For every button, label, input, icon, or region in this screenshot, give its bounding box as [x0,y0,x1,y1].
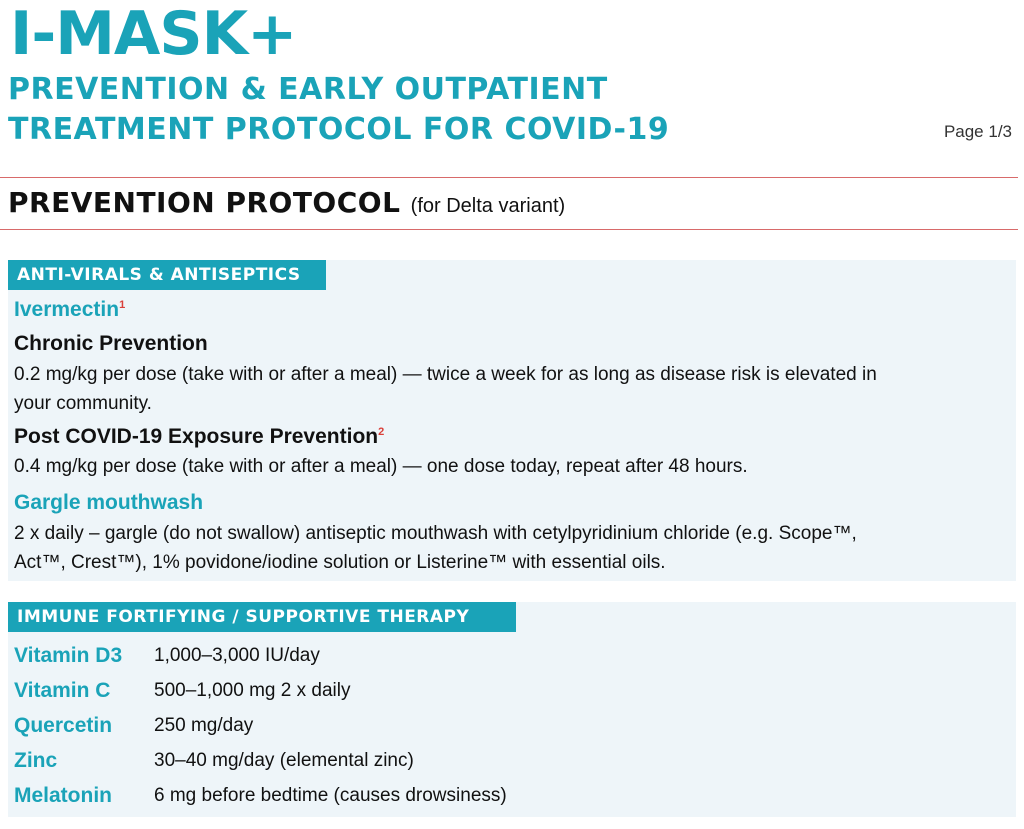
ivermectin-title [14,298,125,322]
supplement-dose: 30–40 mg/day (elemental zinc) [154,750,414,771]
section-title [8,186,565,219]
antivirals-panel [8,260,1016,581]
divider-bottom [0,229,1018,230]
page-number: Page 1/3 [943,122,1012,141]
supplement-name: Zinc [14,749,58,772]
gargle-text [14,519,1004,577]
supplement-dose: 6 mg before bedtime (causes drowsiness) [154,785,507,806]
post-exposure-footnote: 2 [378,426,385,438]
gargle-line-1: 2 x daily – gargle (do not swallow) antiseptic mouthwash with cetylpyridinium chloride (e.g. Scope™, [14,523,857,544]
chronic-prevention-text [14,360,1004,418]
chronic-prevention-line-2: your community. [14,393,152,414]
chronic-prevention-heading: Chronic Prevention [14,332,208,355]
post-exposure-heading-text: Post COVID-19 Exposure Prevention [14,425,379,448]
subtitle-line-1: PREVENTION & EARLY OUTPATIENT [8,72,608,107]
supplement-name: Melatonin [14,784,112,807]
supplement-dose: 250 mg/day [154,715,254,736]
chronic-prevention-line-1: 0.2 mg/kg per dose (take with or after a meal) — twice a week for as long as disease risk is elevated in [14,364,877,385]
supplement-name: Vitamin C [14,679,111,702]
gargle-line-2: Act™, Crest™), 1% povidone/iodine solution or Listerine™ with essential oils. [14,552,666,573]
gargle-title: Gargle mouthwash [14,491,204,514]
brand-logo-text: I-MASK+ [10,0,297,69]
antivirals-header: ANTI-VIRALS & ANTISEPTICS [8,260,326,290]
post-exposure-heading [14,425,384,449]
section-title-text: PREVENTION PROTOCOL [8,186,401,219]
immune-panel [8,602,1016,817]
ivermectin-name: Ivermectin [14,298,120,321]
ivermectin-footnote: 1 [119,299,126,311]
divider-top [0,177,1018,178]
supplement-dose: 1,000–3,000 IU/day [154,645,320,666]
section-subtitle: (for Delta variant) [410,195,566,217]
document-subtitle [8,70,669,150]
supplement-name: Quercetin [14,714,113,737]
immune-header: IMMUNE FORTIFYING / SUPPORTIVE THERAPY [8,602,516,632]
supplement-dose: 500–1,000 mg 2 x daily [154,680,351,701]
supplement-name: Vitamin D3 [14,644,123,667]
subtitle-line-2: TREATMENT PROTOCOL FOR COVID-19 [8,112,670,147]
post-exposure-text: 0.4 mg/kg per dose (take with or after a meal) — one dose today, repeat after 48 hours. [14,456,748,477]
